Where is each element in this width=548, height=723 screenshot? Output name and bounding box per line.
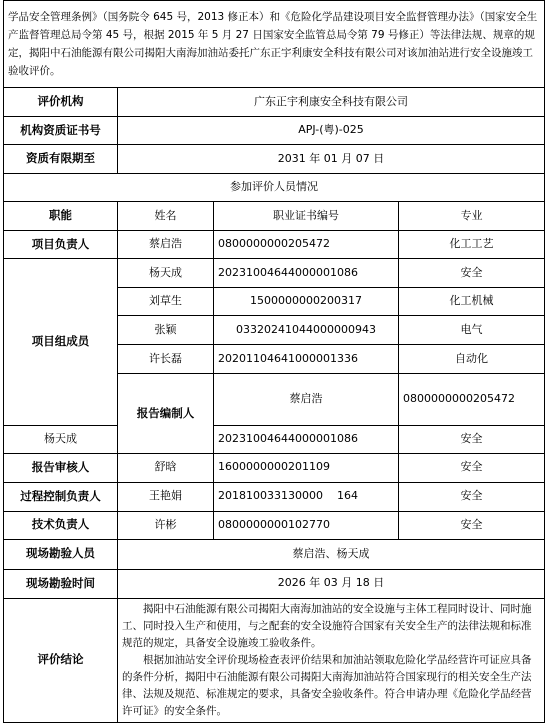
valid-row	[4, 145, 545, 174]
person-name: 舒晗	[118, 453, 214, 482]
header-name: 姓名	[118, 202, 214, 231]
person-major: 化工工艺	[399, 231, 545, 259]
person-cert: 201810033130000 164	[214, 482, 399, 511]
role-members: 项目组成员	[4, 259, 118, 426]
cert-label: 机构资质证书号	[4, 117, 118, 145]
role-leader: 项目负责人	[4, 231, 118, 259]
intro-row	[4, 1, 545, 88]
inspectors-label: 现场勘验人员	[4, 539, 118, 569]
person-major: 化工机械	[399, 288, 545, 316]
person-cert: 20231004644000001086	[214, 259, 399, 288]
table-row	[4, 259, 545, 288]
person-name: 杨天成	[118, 259, 214, 288]
time-row	[4, 569, 545, 598]
table-row	[4, 231, 545, 259]
person-name: 许长磊	[118, 345, 214, 374]
person-major: 自动化	[399, 345, 545, 374]
person-cert: 20201104641000001336	[214, 345, 399, 374]
person-name: 刘草生	[118, 288, 214, 316]
table-row	[4, 453, 545, 482]
person-cert: 0800000000102770	[214, 511, 399, 539]
person-name: 王艳娟	[118, 482, 214, 511]
header-major: 专业	[399, 202, 545, 231]
conclusion-label: 评价结论	[4, 598, 118, 722]
person-cert: 03320241044000000943	[214, 316, 399, 345]
conclusion-body	[118, 598, 545, 722]
header-row	[4, 202, 545, 231]
cert-value: APJ-(粤)-025	[118, 117, 545, 145]
person-name: 蔡启浩	[118, 231, 214, 259]
person-major: 安全	[399, 453, 545, 482]
intro-text: 学品安全管理条例》（国务院令 645 号，2013 修正本）和《危险化学品建设项目安全监督管理办法》（国家安全生产监督管理总局令第 45 号，根据 2015 年 5 月 27 日国家安全监管总局令第 79 号修正）等法律法规、规章的规定，揭阳中石油能源有限公司揭阳大南海加油站委托广东正宇利康安全科技有限公司对该加油站进行安全设施竣工验收评价。	[4, 1, 545, 88]
role-process: 过程控制负责人	[4, 482, 118, 511]
conclusion-paragraph-2: 根据加油站安全评价现场检查表评价结果和加油站领取危险化学品经营许可证应具备的条件分析，揭阳中石油能源有限公司揭阳大南海加油站符合国家现行的相关安全生产法律、法规及规范、标准规定的要求，具备安全验收条件。符合申请办理《危险化学品经营许可证》的安全条件。	[122, 653, 532, 717]
person-major: 安全	[399, 482, 545, 511]
header-cert: 职业证书编号	[214, 202, 399, 231]
person-name: 许彬	[118, 511, 214, 539]
table-row	[4, 511, 545, 539]
person-major: 电气	[399, 316, 545, 345]
time-label: 现场勘验时间	[4, 569, 118, 598]
valid-value: 2031 年 01 月 07 日	[118, 145, 545, 174]
role-reviewer: 报告审核人	[4, 453, 118, 482]
inspectors-row	[4, 539, 545, 569]
header-role: 职能	[4, 202, 118, 231]
role-writers: 报告编制人	[118, 374, 214, 454]
person-name: 蔡启浩	[214, 374, 399, 426]
inspectors-value: 蔡启浩、杨天成	[118, 539, 545, 569]
org-value: 广东正宇利康安全科技有限公司	[118, 88, 545, 117]
conclusion-row	[4, 598, 545, 722]
person-cert: 0800000000205472	[399, 374, 545, 426]
table-row	[4, 482, 545, 511]
evaluation-form	[3, 0, 545, 723]
person-cert: 1500000000200317	[214, 288, 399, 316]
person-name: 杨天成	[4, 425, 118, 453]
person-major: 安全	[399, 259, 545, 288]
table-row	[4, 425, 545, 453]
person-name: 张颖	[118, 316, 214, 345]
person-cert: 1600000000201109	[214, 453, 399, 482]
person-cert: 0800000000205472	[214, 231, 399, 259]
person-major: 安全	[399, 511, 545, 539]
person-cert: 20231004644000001086	[214, 425, 399, 453]
role-tech: 技术负责人	[4, 511, 118, 539]
org-label: 评价机构	[4, 88, 118, 117]
section-title-row	[4, 174, 545, 202]
cert-row	[4, 117, 545, 145]
org-row	[4, 88, 545, 117]
section-title: 参加评价人员情况	[4, 174, 545, 202]
time-value: 2026 年 03 月 18 日	[118, 569, 545, 598]
valid-label: 资质有限期至	[4, 145, 118, 174]
person-major: 安全	[399, 425, 545, 453]
conclusion-paragraph-1: 揭阳中石油能源有限公司揭阳大南海加油站的安全设施与主体工程同时设计、同时施工、同时投入生产和使用，与之配套的安全设施符合国家有关安全生产的法律法规和标准规范的规定，具备安全设施竣工验收条件。	[122, 602, 532, 649]
